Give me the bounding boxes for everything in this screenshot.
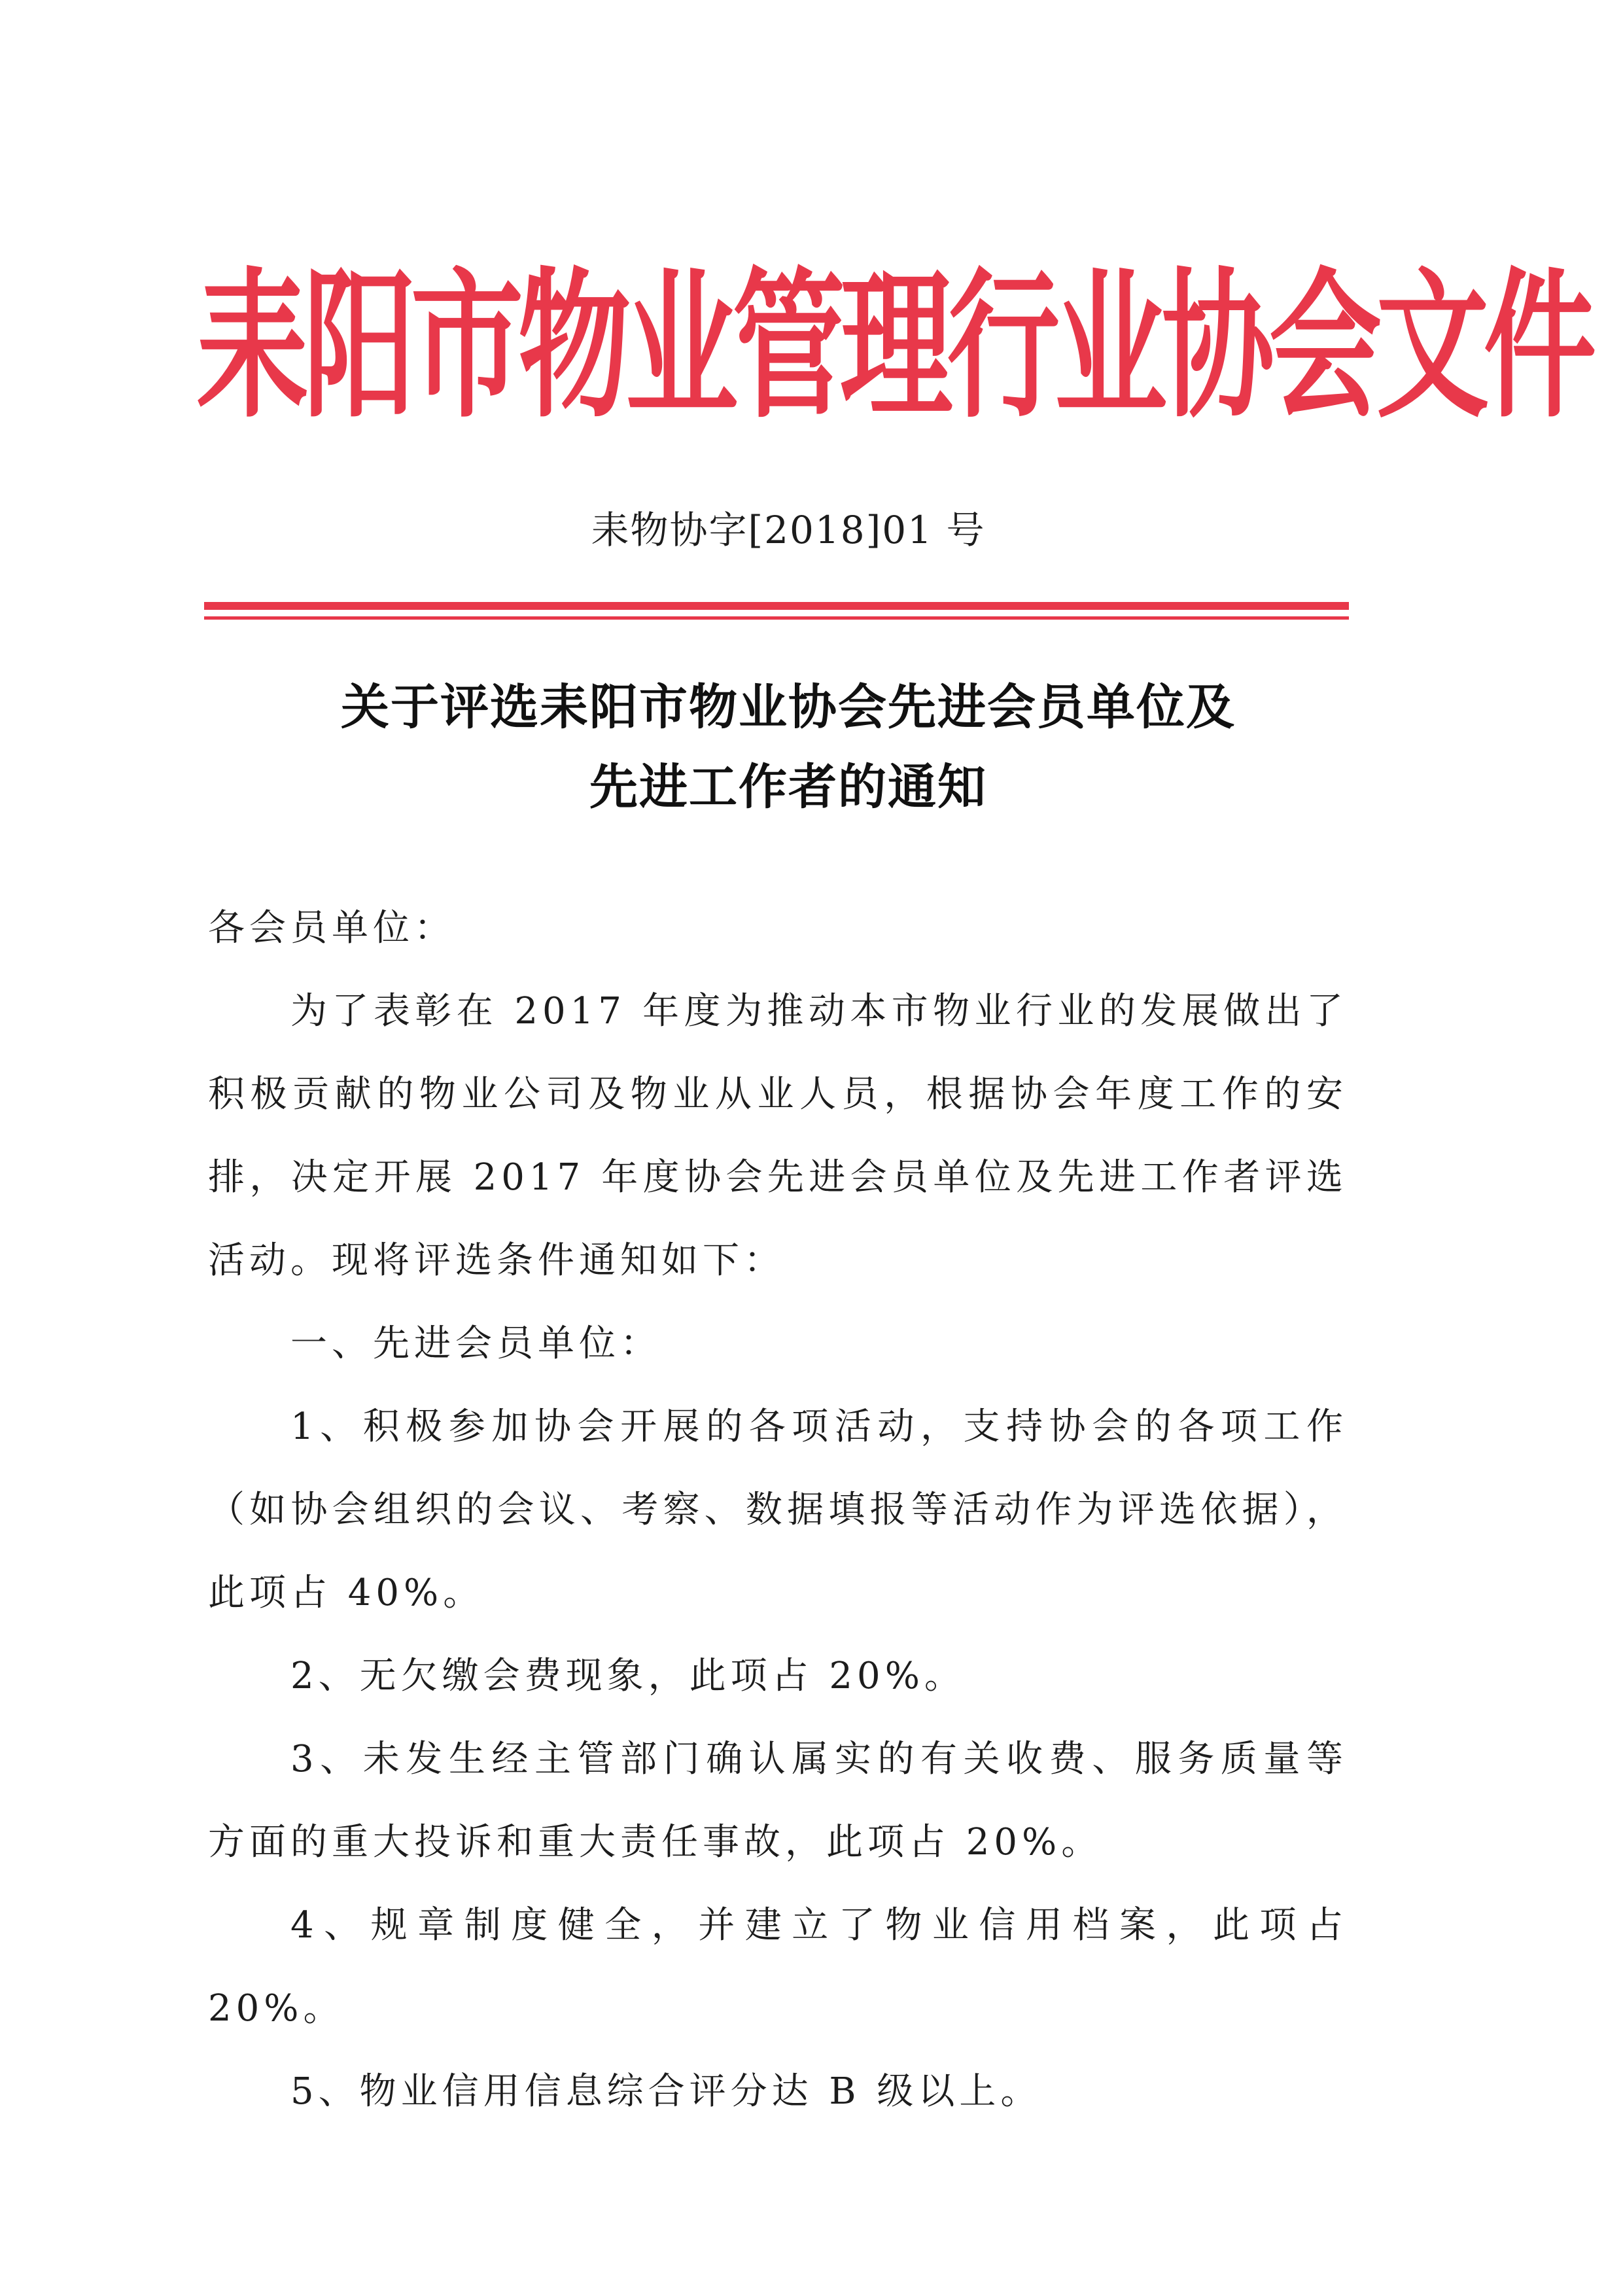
salutation: 各会员单位：: [208, 907, 455, 949]
criteria-item-4: 4、规章制度健全，并建立了物业信用档案，此项占 20%。: [208, 1904, 1348, 2030]
red-divider-thin: [204, 616, 1349, 620]
criteria-item-2: 2、无欠缴会费现象，此项占 20%。: [290, 1655, 966, 1697]
intro-paragraph: 为了表彰在 2017 年度为推动本市物业行业的发展做出了积极贡献的物业公司及物业从业人员，根据协会年度工作的安排，决定开展 2017 年度协会先进会员单位及先进工作者评选活动。现将评选条件通知如下：: [208, 990, 1348, 1282]
red-divider-thick: [204, 602, 1349, 610]
red-header-title: 耒阳市物业管理行业协会文件: [196, 253, 1591, 440]
notice-title-line-1: 关于评选耒阳市物业协会先进会员单位及: [341, 679, 1236, 735]
notice-title: [196, 667, 1380, 827]
criteria-item-1: 1、积极参加协会开展的各项活动，支持协会的各项工作（如协会组织的会议、考察、数据填报等活动作为评选依据），此项占 40%。: [208, 1405, 1348, 1614]
section-heading-advanced-members: 一、先进会员单位：: [290, 1322, 661, 1365]
criteria-item-3: 3、未发生经主管部门确认属实的有关收费、服务质量等方面的重大投诉和重大责任事故，此项占 20%。: [208, 1738, 1348, 1863]
document-number: 耒物协字[2018]01 号: [591, 508, 986, 552]
notice-body: [208, 887, 1348, 2133]
notice-title-line-2: 先进工作者的通知: [589, 759, 987, 815]
criteria-item-5: 5、物业信用信息综合评分达 B 级以上。: [290, 2070, 1042, 2113]
